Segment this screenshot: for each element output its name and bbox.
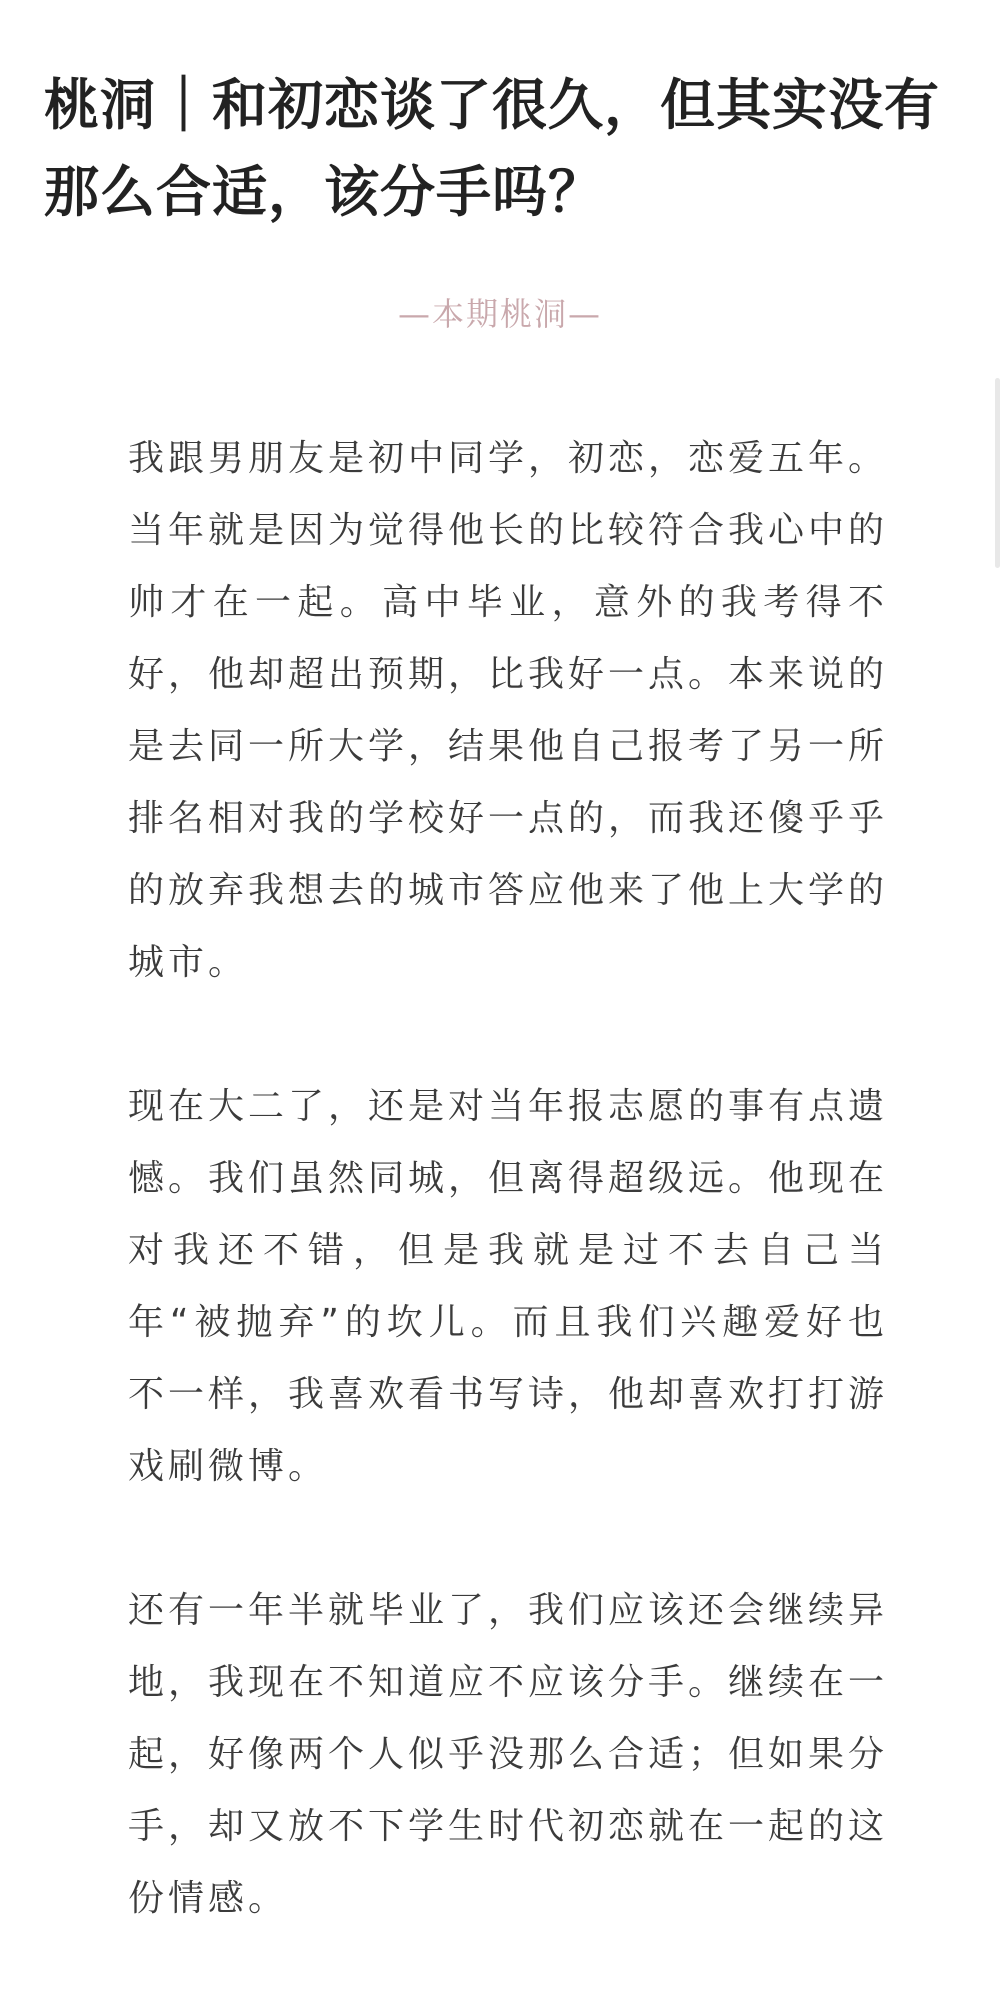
article-paragraph: 现在大二了，还是对当年报志愿的事有点遗憾。我们虽然同城，但离得超级远。他现在对我还不错，但是我就是过不去自己当年“被抛弃”的坎儿。而且我们兴趣爱好也不一样，我喜欢看书写诗，他却喜欢打打游戏刷微博。	[128, 1086, 889, 1487]
article-paragraph: 还有一年半就毕业了，我们应该还会继续异地，我现在不知道应不应该分手。继续在一起，好像两个人似乎没那么合适；但如果分手，却又放不下学生时代初恋就在一起的这份情感。	[128, 1590, 889, 1919]
section-label: —本期桃洞—	[397, 295, 602, 333]
scrollbar[interactable]	[995, 378, 1000, 568]
article-paragraph: 我跟男朋友是初中同学，初恋，恋爱五年。当年就是因为觉得他长的比较符合我心中的帅才在一起。高中毕业，意外的我考得不好，他却超出预期，比我好一点。本来说的是去同一所大学，结果他自己报考了另一所排名相对我的学校好一点的，而我还傻乎乎的放弃我想去的城市答应他来了他上大学的城市。	[128, 438, 889, 983]
article-body	[128, 423, 888, 2007]
article-title: 桃洞｜和初恋谈了很久，但其实没有那么合适，该分手吗？	[44, 73, 941, 224]
